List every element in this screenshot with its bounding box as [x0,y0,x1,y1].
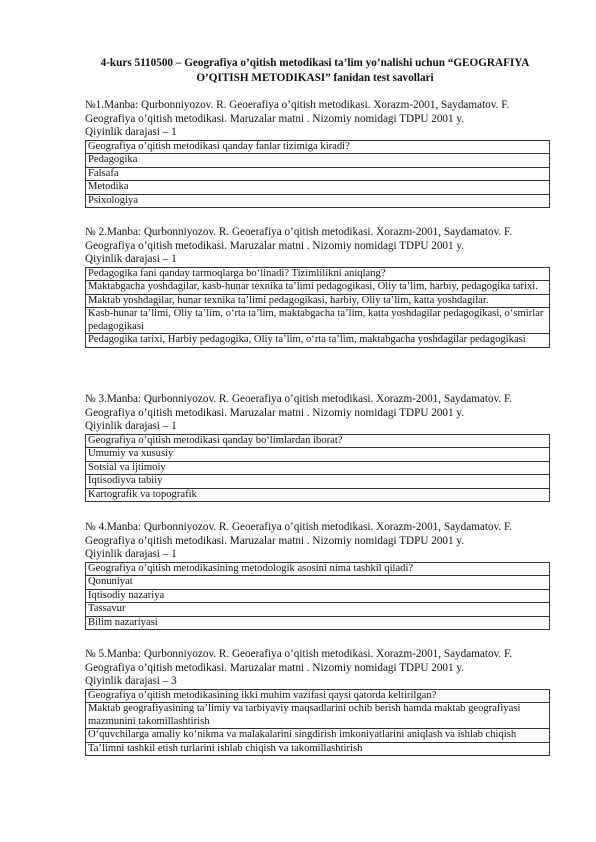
answer-option: Ta’limni tashkil etish turlarini ishlab chiqish va takomillashtirish [86,742,550,756]
answer-option: Iqtisodiyva tabiiy [86,475,550,489]
question-text: Geografiya o’qitish metodikasi qanday bo‘limlardan iborat? [86,434,550,448]
question-text: Pedagogika fani qanday tarmoqlarga bo‘linadi? Tizimlilikni aniqlang? [86,267,550,281]
question-source: № 5.Manba: Qurbonniyozov. R. Geoerafiya o’qitish metodikasi. Xorazm-2001, Saydamatov. F. Geografiya o’qitish metodikasi. Maruzalar matni . Nizomiy nomidagi TDPU 2001 y. [85,648,513,674]
question-text: Geografiya o’qitish metodikasi qanday fanlar tizimiga kiradi? [86,140,550,154]
document-title [70,56,560,86]
question-block-5 [85,648,550,756]
answer-option: Psixologiya [86,194,550,208]
question-source: № 3.Manba: Qurbonniyozov. R. Geoerafiya o’qitish metodikasi. Xorazm-2001, Saydamatov. F. Geografiya o’qitish metodikasi. Maruzalar matni . Nizomiy nomidagi TDPU 2001 y. [85,393,513,419]
title-line-2: O’QITISH METODIKASI” fanidan test savollari [196,72,434,84]
question-source: № 2.Manba: Qurbonniyozov. R. Geoerafiya o’qitish metodikasi. Xorazm-2001, Saydamatov. F. Geografiya o’qitish metodikasi. Maruzalar matni . Nizomiy nomidagi TDPU 2001 y. [85,226,513,252]
answer-option: Pedagogika tarixi, Harbiy pedagogika, Oliy ta’lim, o‘rta ta’lim, maktabgacha yoshdagilar pedagogikasi [86,334,550,348]
difficulty-level: Qiyinlik darajasi – 1 [85,126,177,138]
question-table [85,140,550,209]
answer-option: Maktabgacha yoshdagilar, kasb-hunar texnika ta’limi pedagogikasi, Oliy ta’lim, harbiy, pedagogika tarixi. [86,281,550,295]
question-table [85,562,550,631]
answer-option: Tassavur [86,603,550,617]
difficulty-level: Qiyinlik darajasi – 3 [85,675,177,687]
answer-option: Qonuniyat [86,576,550,590]
question-text: Geografiya o’qitish metodikasining metodologik asosini nima tashkil qiladi? [86,562,550,576]
answer-option: Metodika [86,181,550,195]
question-table [85,267,550,348]
difficulty-level: Qiyinlik darajasi – 1 [85,420,177,432]
title-line-1: 4-kurs 5110500 – Geografiya o’qitish metodikasi ta’lim yo’nalishi uchun “GEOGRAFIYA [100,57,530,69]
question-block-2 [85,226,550,348]
answer-option: O‘quvchilarga amaliy ko‘nikma va malakalarini singdirish imkoniyatlarini aniqlash va ishlab chiqish [86,729,550,743]
difficulty-level: Qiyinlik darajasi – 1 [85,548,177,560]
question-text: Geografiya o’qitish metodikasining ikki muhim vazifasi qaysi qatorda keltirilgan? [86,689,550,703]
answer-option: Kasb-hunar ta’limi, Oliy ta’lim, o‘rta ta’lim, maktabgacha ta’lim, katta yoshdagilar pedagogikasi, o‘smirlar pedagogikasi [86,308,550,334]
answer-option: Kartografik va topografik [86,488,550,502]
difficulty-level: Qiyinlik darajasi – 1 [85,253,177,265]
question-block-4 [85,521,550,630]
answer-option: Bilim nazariyasi [86,616,550,630]
question-source: №1.Manba: Qurbonniyozov. R. Geoerafiya o’qitish metodikasi. Xorazm-2001, Saydamatov. F. Geografiya o’qitish metodikasi. Maruzalar matni . Nizomiy nomidagi TDPU 2001 y. [85,99,510,125]
answer-option: Sotsial va ijtimoiy [86,461,550,475]
answer-option: Umumiy va xususiy [86,448,550,462]
question-block-3 [85,393,550,502]
answer-option: Pedagogika [86,154,550,168]
answer-option: Falsafa [86,167,550,181]
question-source: № 4.Manba: Qurbonniyozov. R. Geoerafiya o’qitish metodikasi. Xorazm-2001, Saydamatov. F. Geografiya o’qitish metodikasi. Maruzalar matni . Nizomiy nomidagi TDPU 2001 y. [85,521,513,547]
question-table [85,434,550,503]
question-block-1 [85,99,550,208]
question-table [85,689,550,757]
answer-option: Maktab geografiyasining ta’limiy va tarbiyaviy maqsadlarini ochib berish hamda maktab geografiyasi mazmunini takomillashtirish [86,703,550,729]
answer-option: Maktab yoshdagilar, hunar texnika ta’limi pedagogikasi, harbiy, Oliy ta’lim, katta yoshdagilar. [86,294,550,308]
answer-option: Iqtisodiy nazariya [86,589,550,603]
